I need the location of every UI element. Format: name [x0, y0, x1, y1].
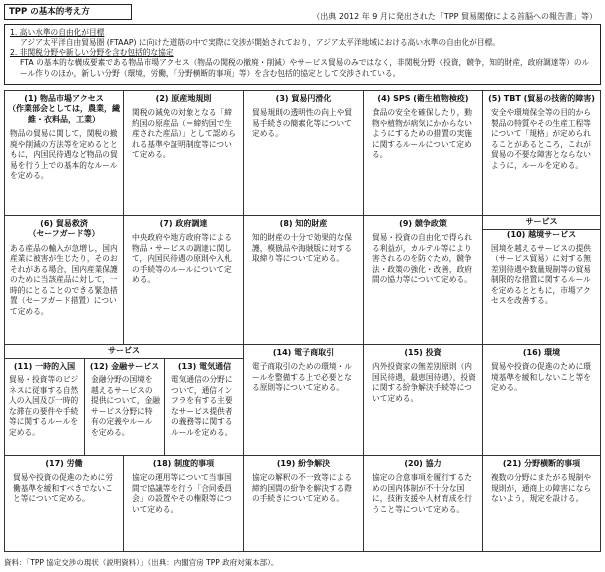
chapter-title	[5, 91, 123, 125]
chapter-title-main: (6) 貿易救済	[40, 219, 88, 228]
chapter-cell-9	[363, 215, 483, 345]
chapter-title: (15) 投資	[404, 348, 442, 357]
service-group-label: サービス	[525, 217, 558, 226]
chapter-title: (7) 政府調達	[159, 219, 208, 228]
chapter-description: 協定の運用等について当事国間で協議等を行う「合同委員会」の設置やその権限等について定める。	[132, 473, 232, 514]
chapter-cell-5	[482, 90, 601, 216]
chapter-cell-21	[482, 455, 601, 552]
chapter-description: 貿易規則の透明性の向上や貿易手続きの簡素化等について定める。	[252, 108, 352, 139]
chapter-title: (8) 知的財産	[279, 219, 328, 228]
chapter-title: (17) 労働	[45, 459, 83, 468]
chapter-title-main: (1) 物品市場アクセス	[24, 94, 104, 103]
chapter-cell-19	[243, 455, 364, 552]
chapter-cell-4	[363, 90, 483, 216]
chapter-description: 中央政府や地方政府等による物品・サービスの調達に関して，内国民待遇の原則や入札の手続等のルールについて定める。	[132, 233, 232, 285]
chapter-description: 関税の減免の対象となる「締約国の原産品（＝締約国で生産された産品）」として認められる基準や証明制度等について定める。	[132, 108, 236, 160]
chapter-description: 協定の合意事項を履行するための国内体制が不十分な国に，技術支援や人材育成を行うこと等について定める。	[372, 473, 472, 514]
chapter-title: (18) 制度的事項	[152, 459, 215, 468]
chapter-description: 協定の解釈の不一致等による締約国間の紛争を解決する際の手続きについて定める。	[252, 473, 352, 504]
intro-heading-2: 2. 非関税分野や新しい分野を含む包括的な協定	[10, 48, 174, 58]
chapter-description: 貿易や投資の促進のために労働基準を緩和すべきでないこと等について定める。	[13, 473, 113, 504]
chapter-description: 電気通信の分野について，通信インフラを有する主要なサービス提供者の義務等に関するルールを定める。	[171, 375, 233, 437]
chapter-title: (19) 紛争解決	[276, 459, 331, 468]
chapter-title: (14) 電子商取引	[272, 348, 335, 357]
chapter-title: (5) TBT (貿易の技術的障害)	[488, 94, 595, 103]
source-note: （出典 2012 年 9 月に発出された「TPP 貿易閣僚による首脳への報告書」等）	[312, 12, 597, 21]
chapter-cell-8	[243, 215, 364, 345]
chapter-title-sub: （セーフガード等）	[28, 229, 100, 239]
chapter-cell-13	[165, 359, 244, 441]
chapter-cell-14	[243, 344, 364, 456]
chapter-description: 貿易・投資等のビジネスに従事する自然人の入国及び一時的な滞在の要件や手続等に関するルールを定める。	[9, 375, 79, 437]
footer-source: 資料：「TPP 協定交渉の現状（説明資料）」（出典：内閣官房 TPP 政府対策本部）。	[4, 558, 279, 567]
chapter-description: 内外投資家の無差別原則（内国民待遇，最恵国待遇），投資に関する紛争解決手続等について定める。	[372, 362, 476, 403]
intro-heading-1: 1. 高い水準の自由化が目標	[10, 28, 105, 37]
chapter-description: 金融分野の国境を越えるサービスの提供について，金融サービス分野に特有の定義やルールを定める。	[91, 375, 160, 437]
chapter-title: (12) 金融サービス	[89, 362, 160, 371]
divider	[483, 229, 600, 230]
chapter-cell-16	[482, 344, 601, 456]
chapter-description: 安全や環境保全等の目的から製品の特質やその生産工程等について「規格」が定められることがあるところ，これが貿易の不要な障害とならないように，ルールを定める。	[491, 108, 591, 170]
chapter-description: 知的財産の十分で効果的な保護，模倣品や海賊版に対する取締り等について定める。	[252, 233, 352, 264]
chapter-description: ある産品の輸入が急増し，国内産業に被害が生じたり，そのおそれがある場合，国内産業保護のために当該産品に対して，一時的にとることのできる緊急措置（セーフガード措置）について定める。	[10, 243, 118, 316]
chapter-cell-10	[482, 215, 601, 345]
chapter-cell-12	[85, 359, 164, 441]
chapter-description: 電子商取引のための環境・ルールを整備する上で必要となる原則等について定める。	[252, 362, 352, 393]
chapter-title: (21) 分野横断的事項	[502, 459, 581, 468]
chapter-cell-7	[123, 215, 244, 345]
chapter-cell-11	[5, 359, 84, 441]
chapter-cell-20	[363, 455, 483, 552]
chapter-title: (2) 原産地規則	[155, 94, 212, 103]
chapter-description: 食品の安全を確保したり，動物や植物が病気にかからないようにするための措置の実施に関するルールについて定める。	[372, 108, 472, 160]
chapter-description: 物品の貿易に関して，関税の撤廃や削減の方法等を定めるとともに，内国民待遇など物品の貿易を行う上での基本的なルールを定める。	[10, 129, 118, 181]
chapter-cell-1	[4, 90, 124, 216]
chapter-title: (20) 協力	[404, 459, 442, 468]
chapter-title: (11) 一時的入国	[13, 362, 76, 371]
chapter-cell-3	[243, 90, 364, 216]
chapter-title: (3) 貿易円滑化	[275, 94, 332, 103]
chapter-cell-18	[123, 455, 244, 552]
intro-paragraph-1: アジア太平洋自由貿易圏 (FTAAP) に向けた道筋の中で実際に交渉が開始されており，アジア太平洋地域における高い水準の自由化が目標。	[20, 38, 500, 48]
service-group-box	[4, 344, 244, 456]
document-title: TPP の基本的考え方	[4, 4, 132, 20]
chapter-title: (9) 競争政策	[399, 219, 447, 228]
chapter-title	[5, 216, 123, 240]
chapter-title-sub: （作業部会としては，農業，繊維・衣料品，工業）	[8, 104, 120, 124]
intro-paragraph-2: FTA の基本的な構成要素である物品市場アクセス（物品の関税の撤廃・削減）やサービス貿易のみではなく，非関税分野（投資，競争，知的財産，政府調達等）のルール作りのほか，新しい分野（環境，労働，「分野横断的事項」等）を含む包括的協定として交渉されている。	[20, 58, 590, 78]
chapter-cell-2	[123, 90, 244, 216]
chapter-cell-17	[4, 455, 124, 552]
chapter-title: (13) 電気通信	[177, 362, 232, 371]
chapter-title: (10) 越境サービス	[506, 230, 577, 240]
chapter-description: 複数の分野にまたがる規制や規則が，通商上の障害にならないよう，規定を設ける。	[491, 473, 591, 504]
chapter-description: 貿易・投資の自由化で得られる利益が，カルテル等により害されるのを防ぐため，競争法・政策の強化・改善，政府間の協力等について定める。	[372, 233, 472, 285]
intro-box	[4, 24, 601, 85]
chapter-description: 国境を越えるサービスの提供（サービス貿易）に対する無差別待遇や数量規制等の貿易制限的な措置に関するルールを定めるとともに，市場アクセスを改善する。	[491, 243, 591, 306]
chapter-cell-6	[4, 215, 124, 345]
chapter-description: 貿易や投資の促進のために環境基準を緩和しないこと等を定める。	[491, 362, 591, 393]
chapter-cell-15	[363, 344, 483, 456]
chapter-title: (16) 環境	[522, 348, 561, 357]
chapter-title: (4) SPS (衛生植物検疫)	[377, 94, 469, 103]
service-group-label: サービス	[108, 346, 140, 355]
